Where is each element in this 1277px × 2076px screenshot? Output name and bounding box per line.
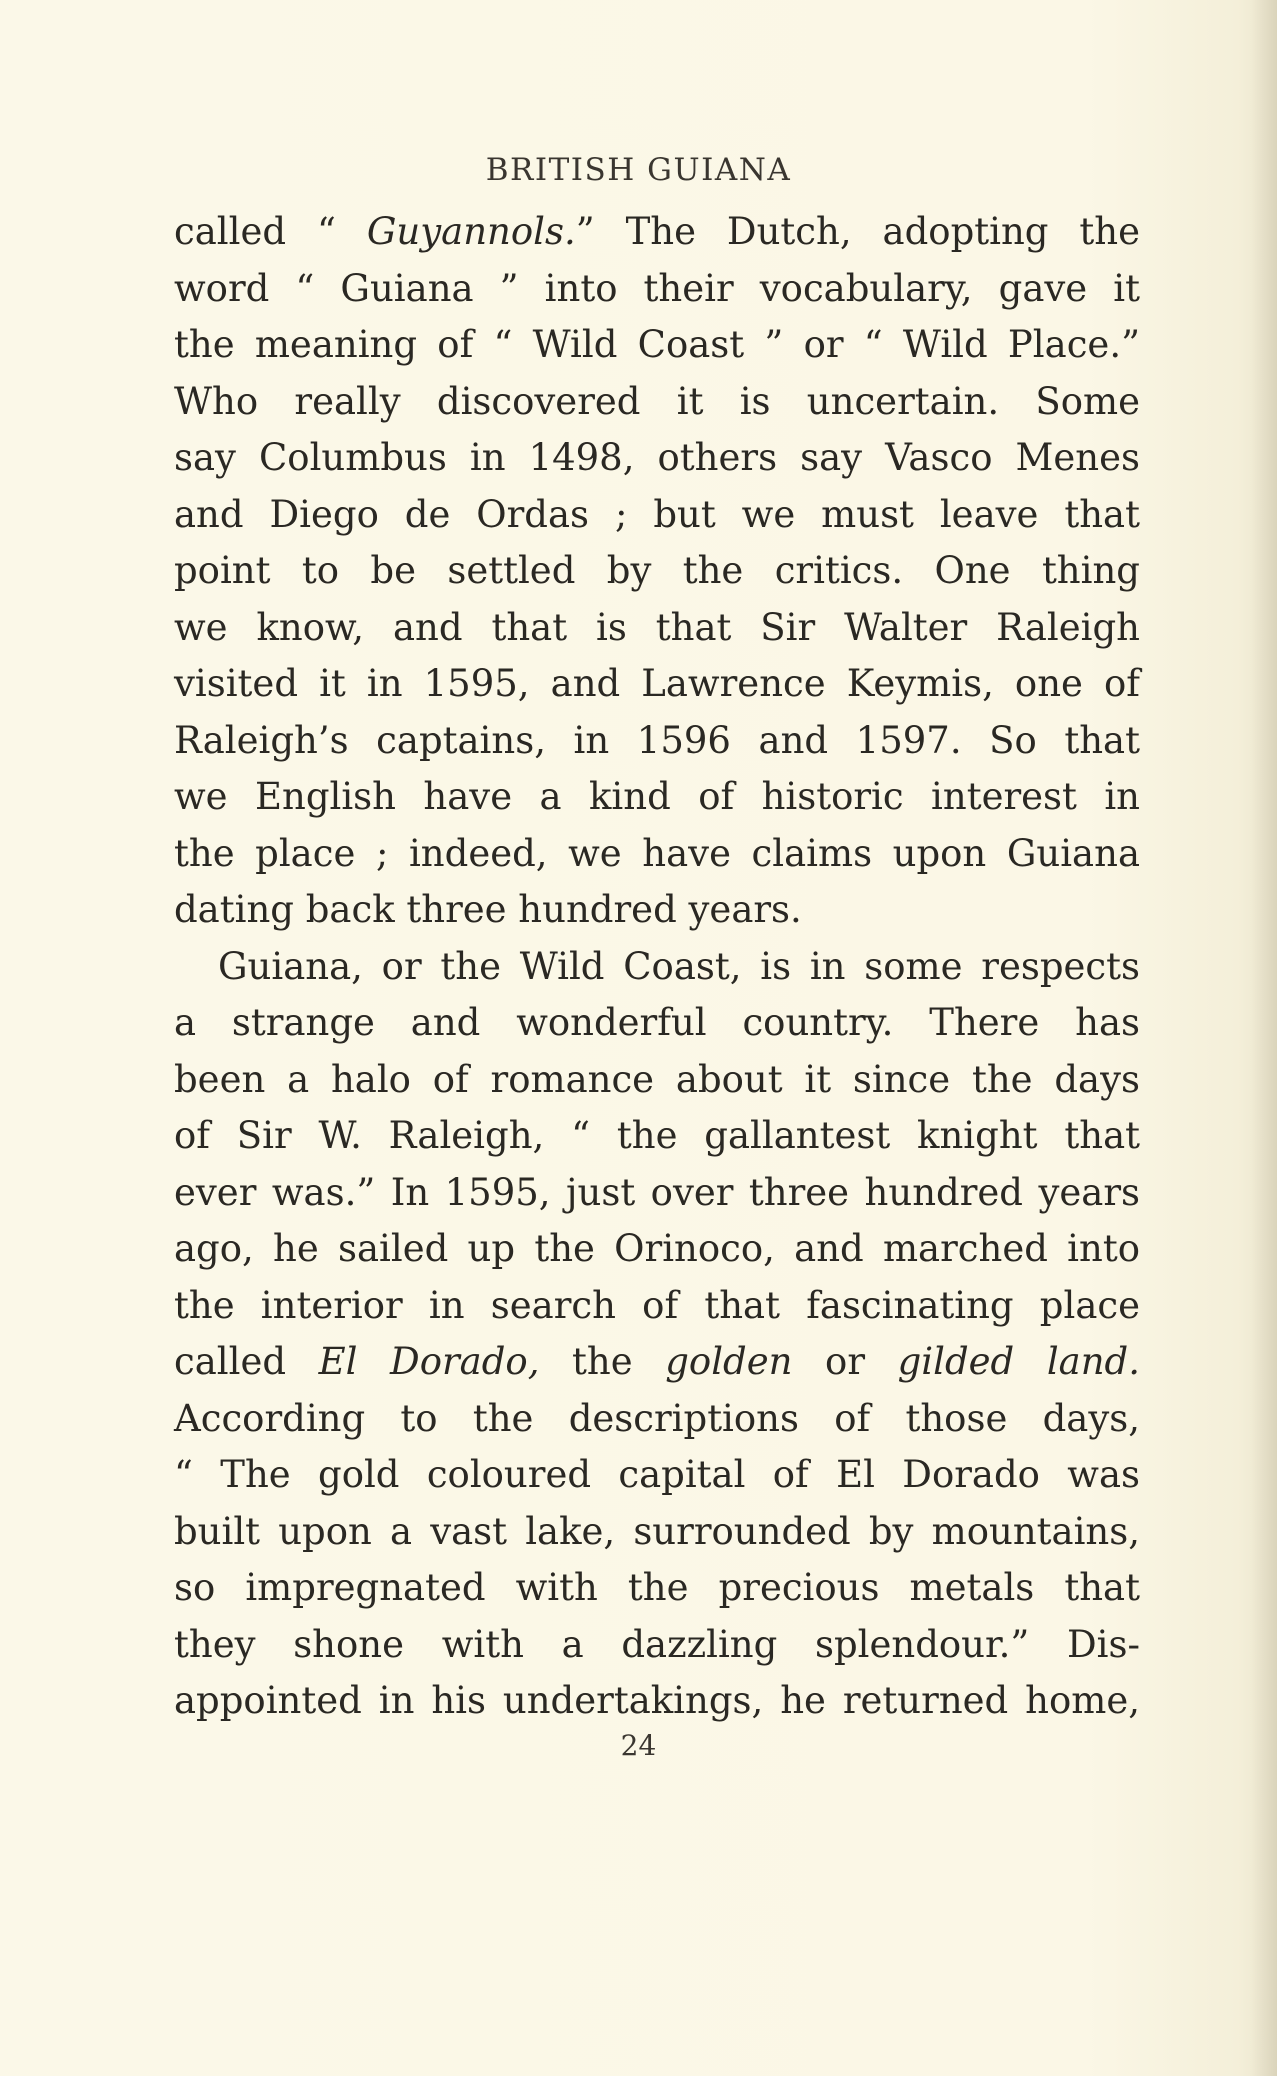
text-line: and Diego de Ordas ; but we must leave that: [174, 492, 1140, 536]
text-line: appointed in his undertakings, he returned home,: [174, 1679, 1140, 1722]
text-line: ago, he sailed up the Orinoco, and marched into: [174, 1227, 1140, 1270]
text-line: Raleigh’s captains, in 1596 and 1597. So that: [174, 718, 1140, 762]
text-line: the meaning of “ Wild Coast ” or “ Wild Place.”: [174, 323, 1140, 366]
text-line: so impregnated with the precious metals that: [174, 1566, 1140, 1609]
body-text: [174, 204, 1140, 1730]
text-line: point to be settled by the critics. One thing: [174, 549, 1140, 592]
running-head: BRITISH GUIANA: [485, 152, 792, 188]
text-line: a strange and wonderful country. There has: [174, 1001, 1140, 1044]
page-number: 24: [620, 1729, 657, 1762]
text-line: visited it in 1595, and Lawrence Keymis, one of: [174, 662, 1140, 705]
text-line: According to the descriptions of those days,: [174, 1396, 1140, 1440]
text-line: been a halo of romance about it since the days: [174, 1057, 1140, 1101]
text-line: the place ; indeed, we have claims upon Guiana: [174, 831, 1140, 875]
text-line: ever was.” In 1595, just over three hundred years: [174, 1170, 1140, 1214]
page-edge-shadow: [1251, 0, 1277, 2076]
text-line: built upon a vast lake, surrounded by mountains,: [174, 1509, 1140, 1553]
text-line: of Sir W. Raleigh, “ the gallantest knight that: [174, 1114, 1140, 1157]
text-line: we know, and that is that Sir Walter Raleigh: [174, 605, 1140, 649]
text-line-paragraph-start: Guiana, or the Wild Coast, is in some respects: [218, 944, 1140, 988]
text-line: called “ Guyannols.” The Dutch, adopting the: [174, 210, 1141, 253]
text-line-paragraph-end: dating back three hundred years.: [174, 888, 802, 931]
text-line: Who really discovered it is uncertain. Some: [174, 379, 1140, 423]
text-line: the interior in search of that fascinating place: [174, 1283, 1140, 1327]
text-line: we English have a kind of historic interest in: [174, 775, 1140, 818]
text-line: they shone with a dazzling splendour.” Dis-: [174, 1622, 1140, 1666]
text-line: say Columbus in 1498, others say Vasco Menes: [174, 436, 1140, 479]
text-line: word “ Guiana ” into their vocabulary, gave it: [174, 266, 1140, 310]
text-line: called El Dorado, the golden or gilded land.: [174, 1340, 1140, 1383]
text-line: “ The gold coloured capital of El Dorado was: [174, 1453, 1140, 1496]
